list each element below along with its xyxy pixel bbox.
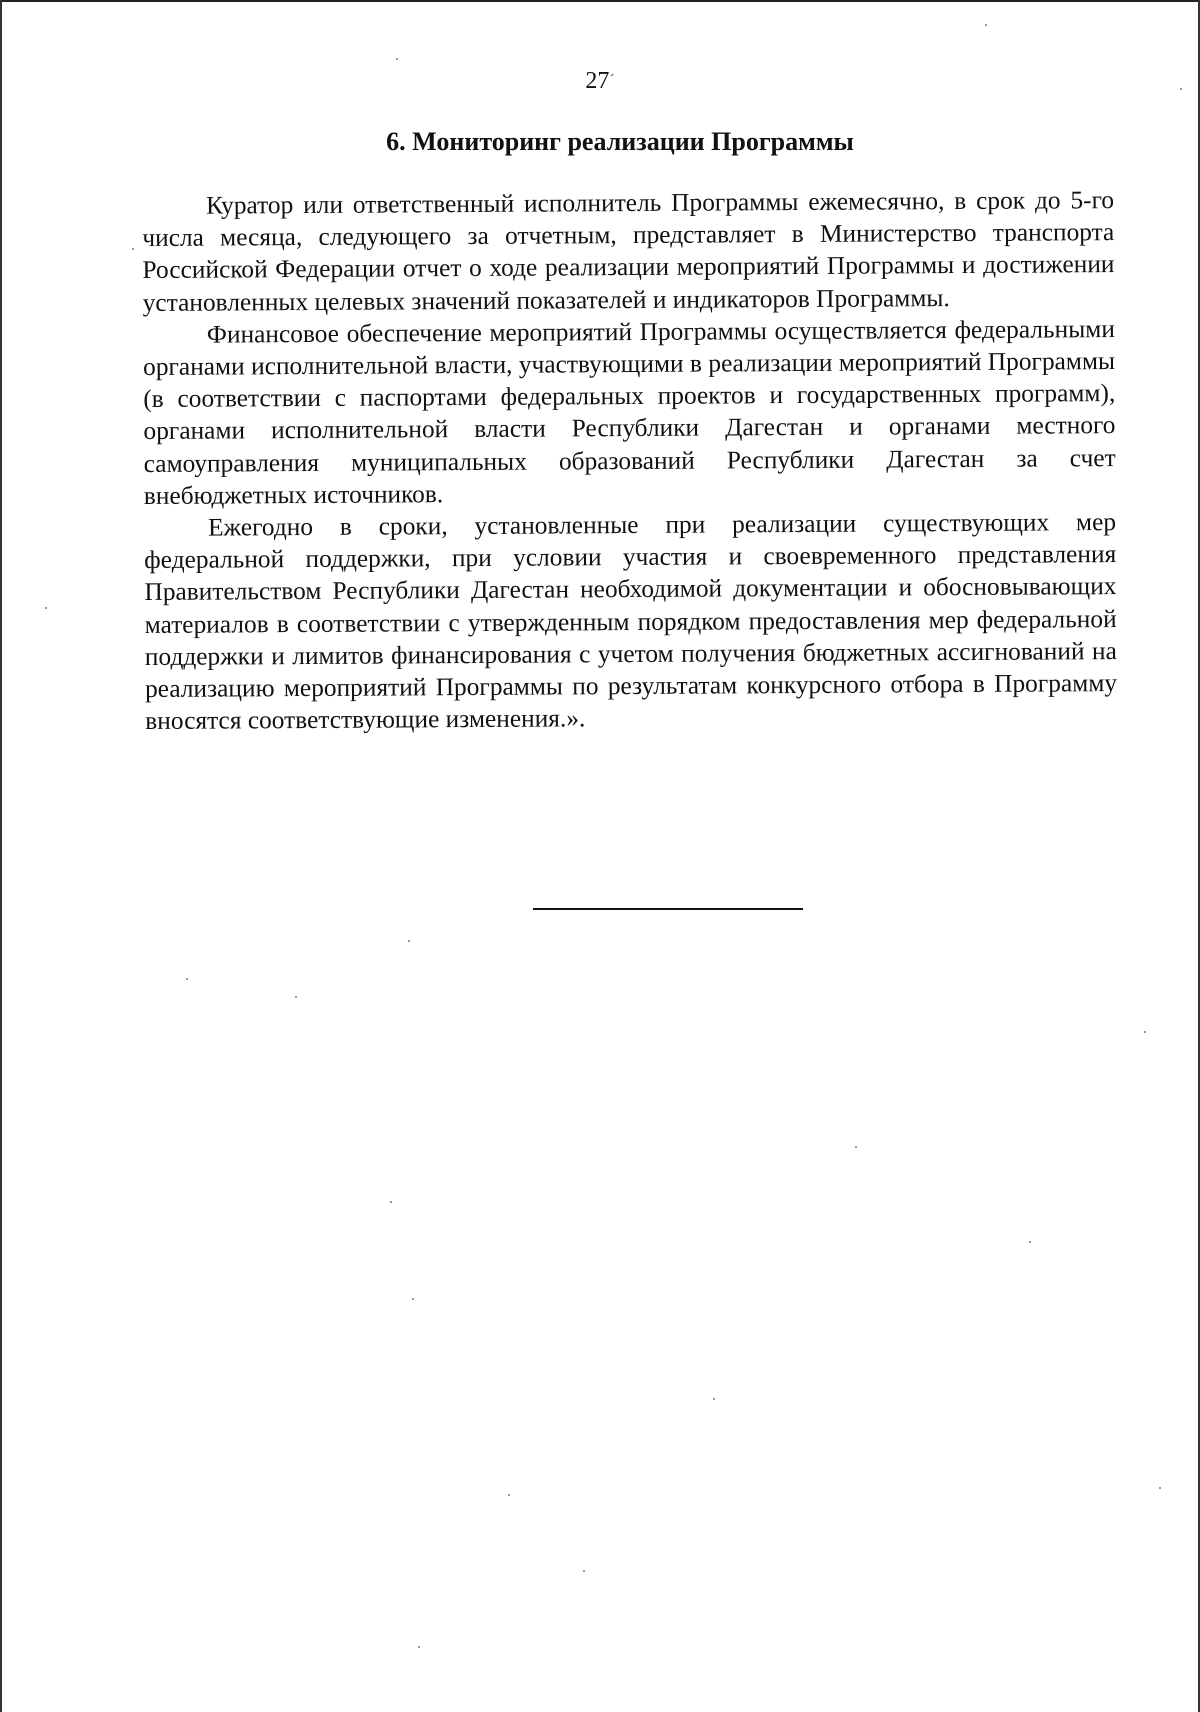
scan-speck [713,1398,715,1400]
scan-speck [418,1646,420,1648]
paragraph-monitoring-report: Куратор или ответственный исполнитель Программы ежемесячно, в срок до 5-го числа месяца, следующего за отчетным, представляет в Министерство транспорта Российской Федерации отчет о ходе реализации мероприятий Программы и достижении установленных целевых значений показателей и индикаторов Программы. [142,186,1115,317]
scan-edge-top [0,0,1200,2]
scan-speck [408,940,410,942]
scan-speck [1144,1031,1146,1033]
page-number-value: 27 [585,68,610,94]
scan-mark: ´ [609,72,615,89]
scan-speck [985,24,987,26]
scan-speck [508,1494,510,1496]
scan-speck [1180,88,1182,90]
scan-speck [855,1146,857,1148]
page-number [560,66,640,96]
scan-speck [132,248,134,250]
scan-speck [186,978,188,980]
scan-speck [1029,1241,1031,1243]
scan-speck [390,1201,392,1203]
section-title: 6. Мониторинг реализации Программы [386,127,854,156]
paragraph-financing: Финансовое обеспечение мероприятий Программы осуществляется федеральными органами исполнительной власти, участвующими в реализации мероприятий Программы (в соответствии с паспортами федеральных проектов и государственных программ), органами исполнительной власти Республики Дагестан и органами местного самоуправления муниципальных образований Республики Дагестан за счет внебюджетных источников. [142,314,1116,510]
scan-speck [396,58,398,60]
body-text [142,184,1117,737]
scan-edge-left [0,0,2,1712]
end-separator-line [533,908,803,910]
scan-speck [412,1298,414,1300]
scan-speck [295,996,297,998]
paragraph-annual-changes: Ежегодно в сроки, установленные при реализации существующих мер федеральной поддержки, при условии участия и своевременного представления Правительством Республики Дагестан необходимой документации и обосновывающих материалов в соответствии с утвержденным порядком предоставления мер федеральной поддержки и лимитов финансирования с учетом получения бюджетных ассигнований на реализацию мероприятий Программы по результатам конкурсного отбора в Программу вносятся соответствующие изменения.». [144,508,1118,736]
scan-speck [45,607,47,609]
scan-speck [1159,1487,1161,1489]
scan-speck [583,1570,585,1572]
